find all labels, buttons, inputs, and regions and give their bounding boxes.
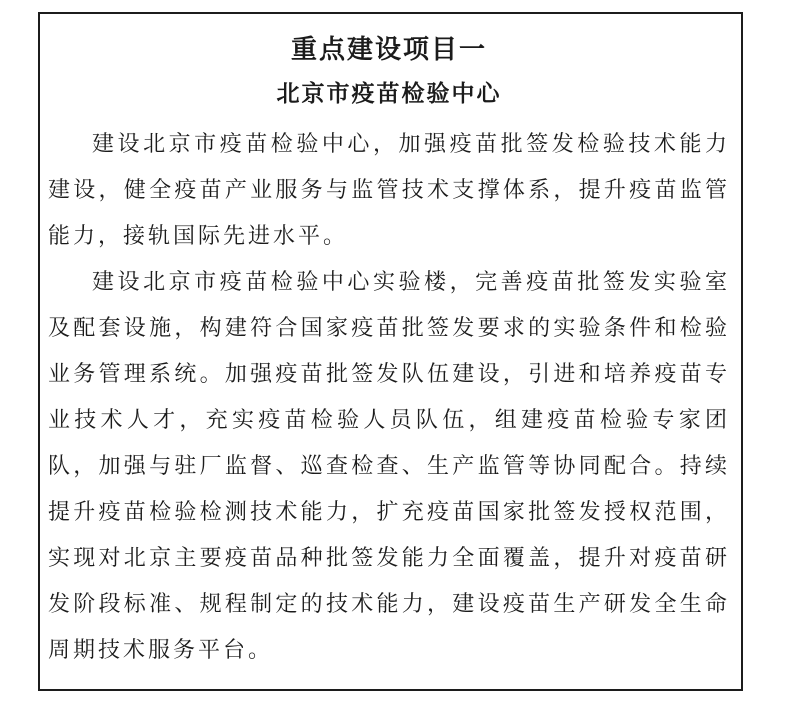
document-title: 重点建设项目一: [290, 34, 487, 64]
document-frame: [38, 12, 743, 691]
paragraph: 建设北京市疫苗检验中心实验楼，完善疫苗批签发实验室及配套设施，构建符合国家疫苗批签发要求的实验条件和检验业务管理系统。加强疫苗批签发队伍建设，引进和培养疫苗专业技术人才，充实疫苗检验人员队伍，组建疫苗检验专家团队，加强与驻厂监督、巡查检查、生产监管等协同配合。持续提升疫苗检验检测技术能力，扩充疫苗国家批签发授权范围，实现对北京主要疫苗品种批签发能力全面覆盖，提升对疫苗研发阶段标准、规程制定的技术能力，建设疫苗生产研发全生命周期技术服务平台。: [48, 269, 730, 662]
document-body: [48, 121, 730, 673]
paragraph: 建设北京市疫苗检验中心，加强疫苗批签发检验技术能力建设，健全疫苗产业服务与监管技术支撑体系，提升疫苗监管能力，接轨国际先进水平。: [48, 131, 730, 248]
document-subtitle: 北京市疫苗检验中心: [276, 81, 502, 106]
